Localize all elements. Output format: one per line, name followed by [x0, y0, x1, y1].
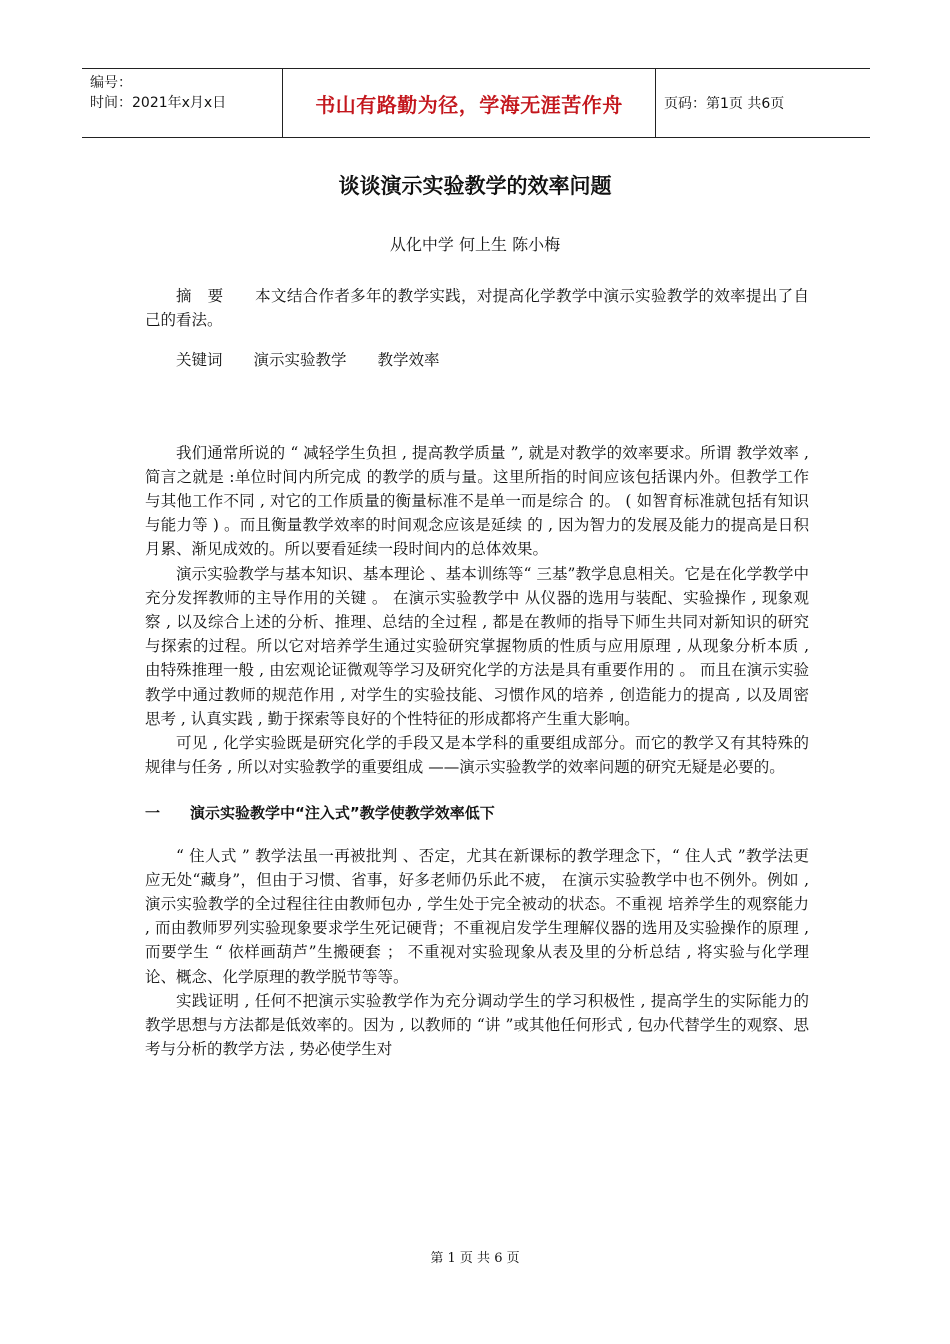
- body-paragraph: “ 住人式 ” 教学法虽一再被批判 、否定，尤其在新课标的教学理念下，“ 住人式 ”教学法更应无处“藏身”，但由于习惯、省事，好多老师仍乐此不疲， 在演示实验教学中也不例外。例如 , 演示实验教学的全过程往往由教师包办 , 学生处于完全被动的状态。不重视 培养学生的观察能力 , 而由教师罗列实验现象要求学生死记硬背；不重视启发学生理解仪器的选用及实验操作的原理 , 而要学生 “ 依样画葫芦”生搬硬套 ； 不重视对实验现象从表及里的分析总结 , 将实验与化学理论、概念、化学原理的教学脱节等等。: [145, 846, 809, 986]
- body-paragraph: 演示实验教学与基本知识、基本理论 、基本训练等“ 三基”教学息息相关。它是在化学教学中充分发挥教师的主导作用的关键 。 在演示实验教学中 从仪器的选用与装配、实验操作 , 现象观察 , 以及综合上述的分析、推理、总结的全过程 , 都是在教师的指导下师生共同对新知识的研究与探索的过程。所以它对培养学生通过实验研究掌握物质的性质与应用原理 , 从现象分析本质 , 由特殊推理一般 , 由宏观论证微观等学习及研究化学的方法是具有重要作用的 。 而且在演示实验教学中通过教师的规范作用 , 对学生的实验技能、习惯作风的培养 , 创造能力的提高 , 以及周密思考 , 认真实践 , 勤于探索等良好的个性特征的形成都将产生重大影响。: [145, 564, 809, 728]
- keywords: 关键词 演示实验教学 教学效率: [176, 351, 440, 370]
- body-paragraph: 可见 , 化学实验既是研究化学的手段又是本学科的重要组成部分。而它的教学又有其特殊的规律与任务 , 所以对实验教学的重要组成 ——演示实验教学的效率问题的研究无疑是必要的。: [145, 734, 809, 777]
- section-heading: 一 演示实验教学中“注入式”教学使教学效率低下: [145, 804, 495, 823]
- page-footer: 第 1 页 共 6 页: [430, 1251, 520, 1266]
- header-page-info: 页码：第1页 共6页: [664, 96, 785, 112]
- body-paragraph: 实践证明 , 任何不把演示实验教学作为充分调动学生的学习积极性 , 提高学生的实际能力的教学思想与方法都是低效率的。因为 , 以教师的 “讲 ”或其他任何形式 , 包办代替学生的观察、思考与分析的教学方法 , 势必使学生对: [145, 991, 809, 1059]
- page-header: [82, 68, 870, 138]
- doc-number-label: 编号：: [90, 75, 132, 91]
- header-motto: 书山有路勤为径，学海无涯苦作舟: [282, 69, 656, 137]
- doc-time-label: 时间：2021年x月x日: [90, 95, 227, 111]
- header-meta: [90, 73, 226, 113]
- body-paragraph: 我们通常所说的 “ 减轻学生负担 , 提高教学质量 ”, 就是对教学的效率要求。所谓 教学效率 , 简言之就是 :单位时间内所完成 的教学的质与量。这里所指的时间应该包括课内外。但教学工作与其他工作不同 , 对它的工作质量的衡量标准不是单一而是综合 的。 ( 如智育标准就包括有知识与能力等 ) 。而且衡量教学效率的时间观念应该是延续 的 , 因为智力的发展及能力的提高是日积月累、渐见成效的。所以要看延续一段时间内的总体效果。: [145, 443, 809, 559]
- document-body: [145, 284, 809, 1061]
- author-line: 从化中学 何上生 陈小梅: [389, 235, 561, 254]
- document-title: 谈谈演示实验教学的效率问题: [338, 174, 612, 198]
- abstract: 摘 要 本文结合作者多年的教学实践，对提高化学教学中演示实验教学的效率提出了自己的看法。: [145, 287, 809, 330]
